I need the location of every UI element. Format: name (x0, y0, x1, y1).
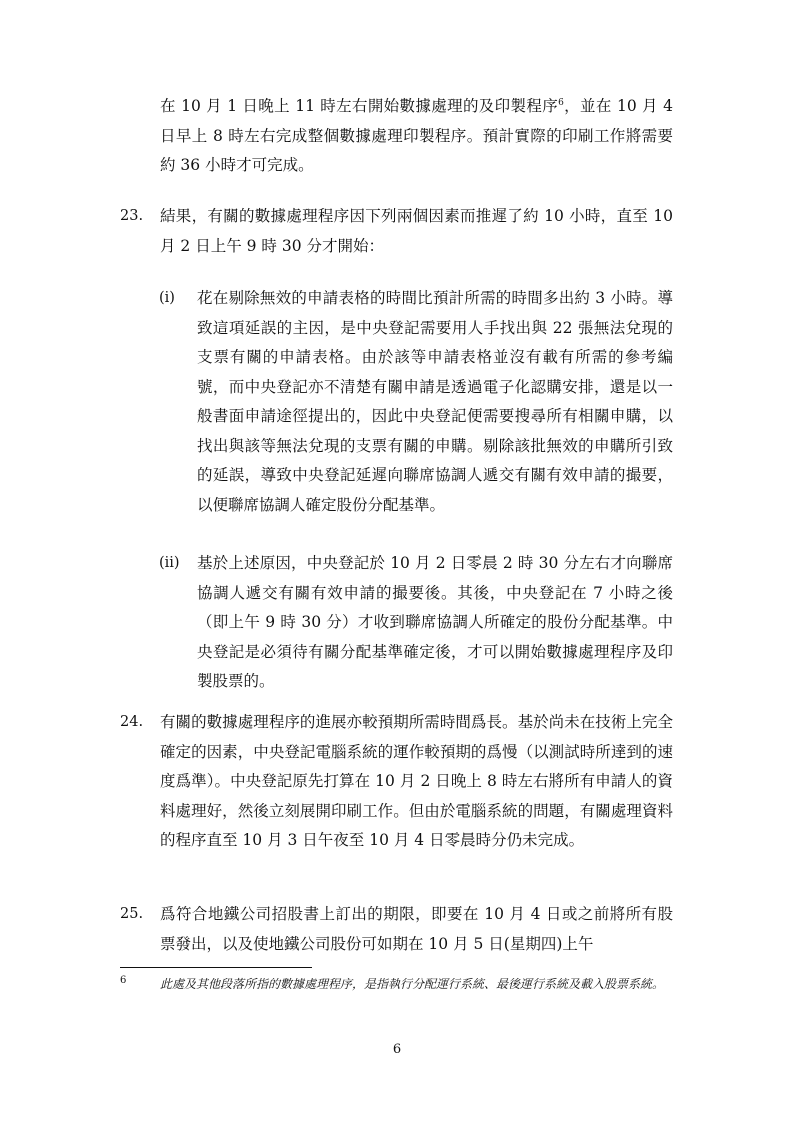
footnote-text: 此處及其他段落所指的數據處理程序，是指執行分配運行系統、最後運行系統及載入股票系統。 (160, 977, 665, 991)
paragraph-24: 有關的數據處理程序的進展亦較預期所需時間爲長。基於尚未在技術上完全確定的因素，中央登記電腦系統的運作較預期的爲慢（以測試時所達到的速度爲準）。中央登記原先打算在 10 月 2 日晚上 8 時左右將所有申請人的資料處理好，然後立刻展開印刷工作。但由於電腦系統的問題，有關處理資料的程序直至 10 月 3 日午夜至 10 月 4 日零晨時分仍未完成。 (160, 713, 673, 849)
continued-paragraph-tail: ，並在 10 月 4 日早上 8 時左右完成整個數據處理印製程序。預計實際的印刷工作將需要約 36 小時才可完成。 (160, 97, 673, 174)
paragraph-number-24: 24. (120, 714, 144, 730)
paragraph-23: 結果，有關的數據處理程序因下列兩個因素而推遲了約 10 小時，直至 10 月 2 日上午 9 時 30 分才開始： (160, 207, 673, 255)
continued-paragraph (160, 92, 673, 181)
item-marker-ii: (ii) (159, 555, 180, 571)
item-marker-i: (i) (159, 290, 175, 306)
continued-paragraph-text: 在 10 月 1 日晚上 11 時左右開始數據處理的及印製程序 (160, 97, 559, 115)
paragraph-23-item-ii: 基於上述原因，中央登記於 10 月 2 日零晨 2 時 30 分左右才向聯席協調人遞交有關有效申請的撮要後。其後，中央登記在 7 小時之後（即上午 9 時 30 分）才收到聯席協調人所確定的股份分配基準。中央登記是必須待有關分配基準確定後，才可以開始數據處理程序及印製股票的。 (197, 554, 673, 690)
footnote-divider (120, 967, 312, 968)
page-number: 6 (392, 1042, 402, 1057)
paragraph-number-25: 25. (120, 906, 144, 922)
paragraph-23-item-i: 花在剔除無效的申請表格的時間比預計所需的時間多出約 3 小時。導致這項延誤的主因，是中央登記需要用人手找出與 22 張無法兌現的支票有關的申請表格。由於該等申請表格並沒有載有所需的參考編號，而中央登記亦不清楚有關申請是透過電子化認購安排，還是以一般書面申請途徑提出的，因此中央登記便需要搜尋所有相關申購，以找出與該等無法兌現的支票有關的申購。剔除該批無效的申購所引致的延誤，導致中央登記延遲向聯席協調人遞交有關有效申請的撮要，以便聯席協調人確定股份分配基準。 (197, 289, 673, 514)
paragraph-25: 爲符合地鐵公司招股書上訂出的期限，即要在 10 月 4 日或之前將所有股票發出，以及使地鐵公司股份可如期在 10 月 5 日(星期四)上午 (160, 905, 673, 953)
footnote-mark: 6 (120, 975, 127, 986)
paragraph-number-23: 23. (120, 208, 144, 224)
footnote-reference[interactable]: 6 (558, 97, 564, 108)
